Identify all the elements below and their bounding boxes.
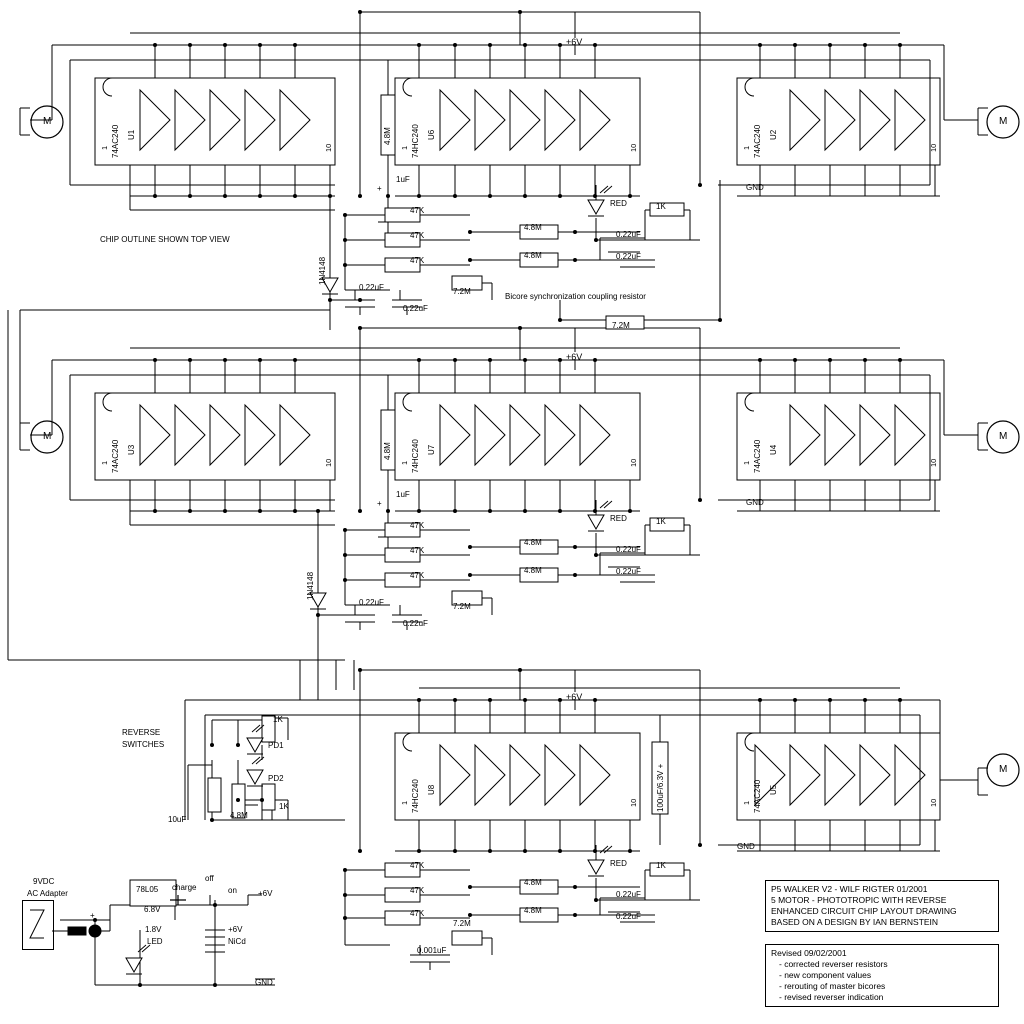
resistor-1k-top: 1K [656,202,666,211]
supply-led-voltage: 1.8V [145,925,162,934]
resistor-1k-bot: 1K [656,861,666,870]
title-line-1: P5 WALKER V2 - WILF RIGTER 01/2001 [771,884,928,894]
chip-U4-id: U4 [769,444,778,455]
chip-U5-type: 74AC240 [753,779,762,813]
chip-U6-pin1: 1 [400,145,409,150]
supply-plus: + [90,911,95,920]
chip-U1-type: 74AC240 [111,124,120,158]
note-chip-outline: CHIP OUTLINE SHOWN TOP VIEW [100,235,230,244]
battery-voltage: +6V [228,925,243,934]
title-line-2: 5 MOTOR - PHOTOTROPIC WITH REVERSE [771,895,947,905]
resistor-47k-top-3: 47K [410,256,425,265]
cap-022uf-bot-1: 0.22uF [616,890,641,899]
motor-mid-left: M [43,431,52,442]
switch-on-label: on [228,886,237,895]
cap-100uf-bot: 100uF/6.3V + [656,763,665,812]
chip-U7-pin1: 1 [400,460,409,465]
chip-U6-type: 74HC240 [411,124,420,158]
motor-bottom-right: M [999,764,1008,775]
chip-U2-type: 74AC240 [753,124,762,158]
reverse-switches-label-line2: SWITCHES [122,740,165,749]
resistor-4m8-reverser: 4.8M [230,811,248,820]
note-bicore: Bicore synchronization coupling resistor [505,292,646,301]
resistor-coupling-7m2: 7.2M [612,321,630,330]
chip-U4-pin1: 1 [742,460,751,465]
diode-1n4148-top: 1N4148 [318,256,327,285]
resistor-7m2-top: 7.2M [453,287,471,296]
revision-note-2: - new component values [779,970,872,980]
resistor-47k-bot-2: 47K [410,886,425,895]
resistor-4m8-top: 4.8M [383,127,392,145]
resistor-4m8-mid-3: 4.8M [524,566,542,575]
title-block [765,880,999,932]
cap-1uf-mid: 1uF [396,490,410,499]
revision-note-3: - rerouting of master bicores [779,981,886,991]
battery-type: NiCd [228,937,246,946]
motor-mid-right: M [999,431,1008,442]
resistor-47k-top-2: 47K [410,231,425,240]
cap-022uf-mid-3: 0.22uF [616,545,641,554]
gnd-mid: GND [746,498,764,507]
supply-rail-6v: +6V [258,889,273,898]
supply-led-label: LED [147,937,163,946]
gnd-top: GND [746,183,764,192]
supply-source-line2: AC Adapter [27,889,68,898]
revision-block [765,944,999,1007]
regulator-output-voltage: 6.8V [144,905,161,914]
resistor-7m2-bot: 7.2M [453,919,471,928]
resistor-47k-top-1: 47K [410,206,425,215]
rail-mid-6v: +6V [566,352,583,362]
resistor-47k-mid-2: 47K [410,546,425,555]
chip-U3-type: 74AC240 [111,439,120,473]
chip-U3-id: U3 [127,444,136,455]
switch-charge-label: charge [172,883,197,892]
chip-U2-pin1: 1 [742,145,751,150]
led-red-bot: RED [610,859,627,868]
resistor-47k-mid-1: 47K [410,521,425,530]
chip-U5-pin10: 10 [929,798,938,807]
reverse-switches-label-line1: REVERSE [122,728,161,737]
chip-U2-pin10: 10 [929,143,938,152]
polarity-plus-top: + [377,184,382,193]
chip-U7-id: U7 [427,444,436,455]
cap-022uf-bot-2: 0.22uF [616,912,641,921]
gnd-bottom: GND [737,842,755,851]
rail-top-6v: +6V [566,37,583,47]
chip-U1-pin1: 1 [100,145,109,150]
resistor-4m8-mid-2: 4.8M [524,538,542,547]
resistor-4m8-mid: 4.8M [383,442,392,460]
motor-top-right: M [999,116,1008,127]
chip-U4-type: 74AC240 [753,439,762,473]
revision-date: Revised 09/02/2001 [771,948,847,958]
supply-source-line1: 9VDC [33,877,55,886]
cap-022uf-top-3: 0.22uF [616,230,641,239]
resistor-4m8-bot-1: 4.8M [524,878,542,887]
led-red-top: RED [610,199,627,208]
chip-U8-pin10: 10 [629,798,638,807]
resistor-4m8-bot-2: 4.8M [524,906,542,915]
cap-0001uf-bot: 0.001uF [417,946,447,955]
cap-022uf-top-4: 0.22uF [616,252,641,261]
chip-U8-pin1: 1 [400,800,409,805]
led-red-mid: RED [610,514,627,523]
chip-U3-pin1: 1 [100,460,109,465]
chip-U6-pin10: 10 [629,143,638,152]
chip-U7-type: 74HC240 [411,439,420,473]
rail-bottom-6v: +6V [566,692,583,702]
cap-10uf-bot: 10uF [168,815,187,824]
cap-022uf-top-1: 0.22uF [359,283,384,292]
cap-022uf-mid-2: 0.22uF [403,619,428,628]
resistor-47k-bot-1: 47K [410,861,425,870]
cap-022uf-mid-4: 0.22uF [616,567,641,576]
switch-off-label: off [205,874,214,883]
chip-U6-id: U6 [427,129,436,140]
resistor-47k-mid-3: 47K [410,571,425,580]
title-line-3: ENHANCED CIRCUIT CHIP LAYOUT DRAWING [771,906,957,916]
title-line-4: BASED ON A DESIGN BY IAN BERNSTEIN [771,917,939,927]
revision-note-4: - revised reverser indication [779,992,884,1002]
chip-U2-id: U2 [769,129,778,140]
diode-1n4148-mid: 1N4148 [306,571,315,600]
resistor-1k-pd1: 1K [273,715,283,724]
chip-U1-id: U1 [127,129,136,140]
polarity-plus-mid: + [377,499,382,508]
resistor-47k-bot-3: 47K [410,909,425,918]
resistor-7m2-mid: 7.2M [453,602,471,611]
chip-U5-pin1: 1 [742,800,751,805]
supply-gnd: GND [255,978,273,987]
chip-U5-id: U5 [769,784,778,795]
motor-top-left: M [43,116,52,127]
chip-U4-pin10: 10 [929,458,938,467]
resistor-4m8-top-2: 4.8M [524,223,542,232]
resistor-4m8-top-3: 4.8M [524,251,542,260]
regulator-78l05: 78L05 [136,885,159,894]
cap-1uf-top: 1uF [396,175,410,184]
chip-U8-type: 74HC240 [411,779,420,813]
chip-U3-pin10: 10 [324,458,333,467]
revision-note-1: - corrected reverser resistors [779,959,888,969]
resistor-1k-pd2: 1K [279,802,289,811]
cap-022uf-top-2: 0.22uF [403,304,428,313]
photodiode-pd2: PD2 [268,774,284,783]
resistor-1k-mid: 1K [656,517,666,526]
chip-U1-pin10: 10 [324,143,333,152]
chip-U7-pin10: 10 [629,458,638,467]
photodiode-pd1: PD1 [268,741,284,750]
chip-U8-id: U8 [427,784,436,795]
cap-022uf-mid-1: 0.22uF [359,598,384,607]
